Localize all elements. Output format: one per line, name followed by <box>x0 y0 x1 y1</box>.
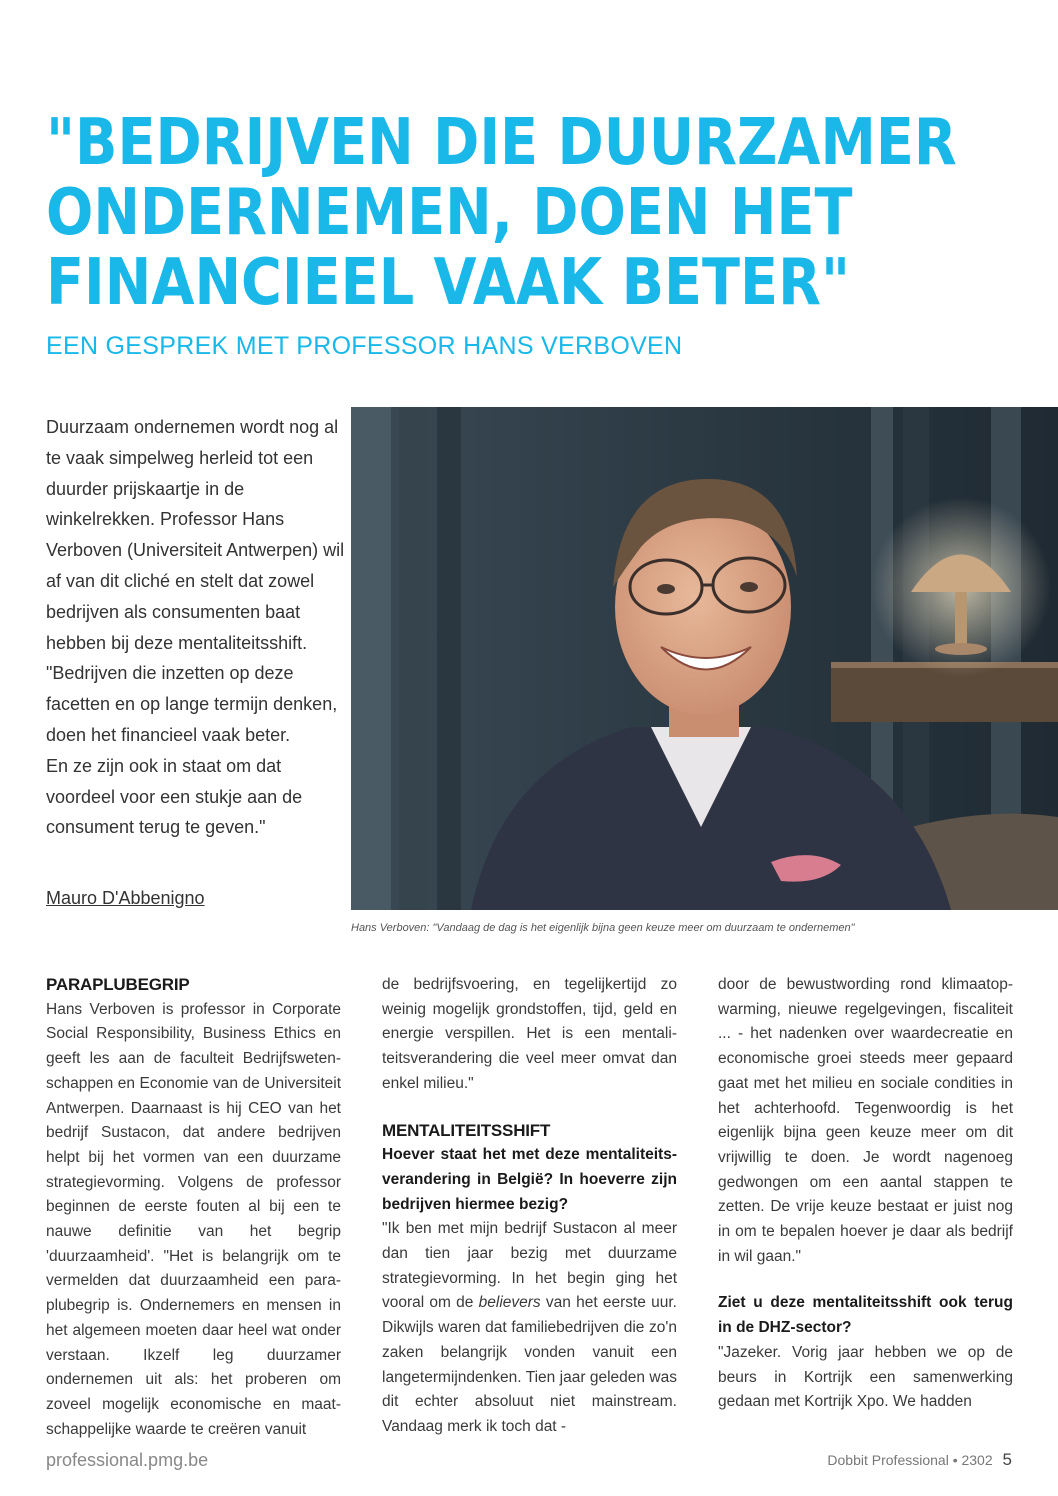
intro-text <box>46 412 346 843</box>
column-3-text-2: "Jazeker. Vorig jaar hebben we op de beurs in Kortrijk een samenwerking gedaan met Kortrijk Xpo. We hadden <box>718 1343 1013 1411</box>
section-heading-paraplubegrip: PARAPLUBEGRIP <box>46 975 190 994</box>
column-1-text: Hans Verboven is professor in Corporate Social Responsibility, Business Ethics en geeft les aan de faculteit Bedrijfswetenschappen en Economie van de Universiteit Antwerpen. Daarnaast is hij CEO van het bedrijf Sustacon, dat andere bedrijven helpt bij het vormen van een duurzame strategievorming. Volgens de professor beginnen de eerste fouten al bij een te nauwe definitie van het begrip 'duurzaamheid'. "Het is belangrijk om te vermelden dat duurzaamheid een paraplubegrip is. Ondernemers en mensen in het algemeen moeten daar heel wat onder verstaan. Ikzelf leg duurzamer ondernemen uit als: het proberen om zoveel mogelijk economische en maatschappelijke waarde te creëren vanuit <box>46 1000 341 1438</box>
column-2-text-2a: "Ik ben met mijn bedrijf Sustacon al meer dan tien jaar bezig met duurzame strategievorming. In het begin ging het vooral om de <box>382 1220 677 1312</box>
footer-website-link[interactable]: professional.pmg.be <box>46 1450 209 1470</box>
emphasis-believers: believers <box>478 1294 541 1312</box>
footer-magazine-info <box>827 1450 1012 1470</box>
author-link[interactable]: Mauro D'Abbenigno <box>46 888 205 908</box>
intro-paragraph-1: Duurzaam ondernemen wordt nog al te vaak simpelweg herleid tot een duurder prijskaartje in de winkelrekken. Professor Hans Verboven (Universiteit Antwerpen) wil af van dit cliché en stelt dat zowel bedrijven als consumenten baat hebben bij deze mentaliteitsshift. "Bedrijven die inzetten op deze facetten en op lange termijn denken, doen het financieel vaak beter. <box>46 417 345 745</box>
column-3-text-1: door de bewustwording rond klimaatopwarming, nieuwe regelgevingen, fiscaliteit ... - het nadenken over waardecreatie en economische groei steeds meer gepaard gaat met het milieu en sociale condities in het achterhoofd. Tegenwoordig is het eigenlijk bijna geen keuze meer om dit vrijwillig te doen. Je wordt nagenoeg gedwongen om een aantal stappen te zetten. De vrije keuze bestaat er juist nog in om te bepalen hoever je daar als bedrijf in wil gaan." <box>718 976 1013 1265</box>
page-number: 5 <box>1002 1450 1012 1469</box>
interview-question-1: Hoever staat het met deze mentaliteitsverandering in België? In hoeverre zijn bedrijven hiermee bezig? <box>382 1146 677 1213</box>
photo-caption: Hans Verboven: "Vandaag de dag is het eigenlijk bijna geen keuze meer om duurzaam te ondernemen" <box>351 922 855 934</box>
column-2-text-2b: van het eerste uur. Dikwijls waren dat familiebedrijven die zo'n zaken belangrijk vonden vanuit een langetermijndenken. Tien jaar geleden was dit echter absoluut niet mainstream. Vandaag merk ik toch dat - <box>382 1294 677 1435</box>
magazine-issue: Dobbit Professional • 2302 <box>827 1452 993 1468</box>
intro-paragraph-2: En ze zijn ook in staat om dat voordeel voor een stukje aan de consument terug te geven." <box>46 755 303 838</box>
portrait-photo <box>351 407 1058 910</box>
headline-line-3: FINANCIEEL VAAK BETER" <box>46 246 850 320</box>
column-2-text-1: de bedrijfsvoering, en tegelijkertijd zo weinig mogelijk grondstoffen, tijd, geld en energie verspillen. Het is een mentaliteitsverandering die veel meer omvat dan enkel milieu." <box>382 976 677 1092</box>
column-2-text-2 <box>382 1217 677 1439</box>
subtitle: EEN GESPREK MET PROFESSOR HANS VERBOVEN <box>46 332 683 360</box>
article-column-3 <box>718 973 1013 1415</box>
headline-line-2: ONDERNEMEN, DOEN HET <box>46 176 853 250</box>
headline-line-1: "BEDRIJVEN DIE DUURZAMER <box>46 106 957 180</box>
interview-question-2: Ziet u deze mentaliteitsshift ook terug in de DHZ-sector? <box>718 1294 1013 1337</box>
headline <box>46 106 957 320</box>
photo-illustration <box>351 407 1058 910</box>
article-column-1 <box>46 973 341 1442</box>
article-column-2 <box>382 973 677 1440</box>
section-heading-mentaliteitsshift: MENTALITEITSSHIFT <box>382 1120 551 1140</box>
